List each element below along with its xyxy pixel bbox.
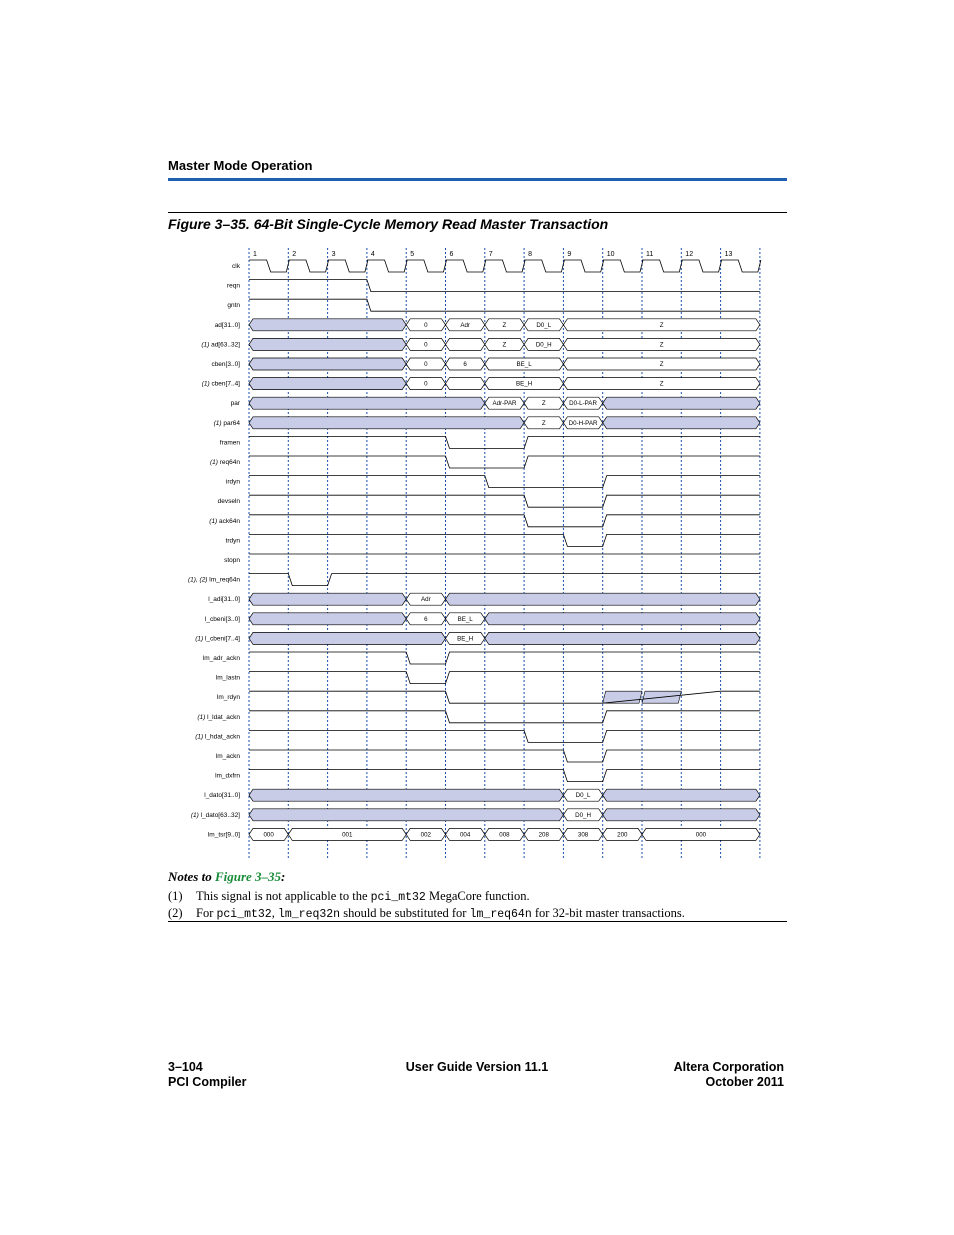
clock-waveform	[249, 260, 761, 272]
bus-value-label: 008	[499, 831, 510, 839]
cycle-number-label: 4	[370, 251, 375, 258]
signal-label: (1) par64	[213, 419, 240, 427]
bus-segment	[603, 809, 760, 821]
bus-value-label: BE_L	[457, 615, 473, 623]
bus-value-label: Z	[541, 400, 546, 408]
signal-label: l_cbeni[3..0]	[204, 615, 240, 623]
bus-value-label: D0-L-PAR	[569, 400, 597, 408]
signal-waveform	[249, 750, 760, 762]
signal-waveform	[249, 534, 760, 546]
bus-value-label: D0_L	[575, 792, 591, 800]
signal-label: reqn	[226, 282, 240, 290]
signal-label: trdyn	[225, 537, 240, 545]
signal-label: l_dato[31..0]	[204, 792, 240, 800]
cycle-number-label: 13	[724, 251, 733, 258]
signal-label: (1), (2) lm_req64n	[187, 576, 240, 584]
footer-center	[0, 1060, 954, 1075]
figure-ref-link[interactable]: Figure 3–35	[214, 869, 282, 884]
signal-waveform	[249, 515, 760, 527]
bus-value-label: Z	[659, 341, 664, 349]
publish-date: October 2011	[705, 1075, 784, 1089]
figure-title: 64-Bit Single-Cycle Memory Read Master Transaction	[253, 216, 609, 232]
signal-label: (1) l_cbeni[7..4]	[195, 635, 240, 643]
signal-label: lm_ackn	[215, 753, 240, 760]
bus-segment	[249, 593, 406, 605]
bus-segment	[485, 632, 760, 644]
signal-waveform	[249, 730, 760, 742]
signal-label: lm_lastn	[215, 674, 240, 682]
cycle-number-label: 1	[253, 251, 257, 258]
cycle-number-label: 2	[292, 251, 297, 258]
company-name: Altera Corporation	[673, 1060, 784, 1074]
signal-label: irdyn	[225, 478, 240, 486]
signal-label: stopn	[224, 557, 240, 564]
bus-segment	[249, 319, 406, 331]
bus-segment	[249, 338, 406, 350]
signal-waveform	[249, 574, 760, 586]
bus-value-label: Z	[502, 321, 507, 329]
bus-value-label: BE_H	[516, 380, 533, 388]
signal-label: l_adi[31..0]	[208, 596, 240, 604]
signal-label: clk	[232, 263, 240, 270]
bus-segment	[249, 358, 406, 370]
signal-waveform	[249, 691, 760, 703]
signal-label: (1) l_ldat_ackn	[197, 713, 240, 721]
bus-segment	[249, 809, 563, 821]
bus-value-label: 0	[424, 361, 428, 368]
footer-right	[674, 1060, 784, 1090]
cycle-number-label: 5	[410, 251, 415, 258]
signal-label: devseln	[217, 498, 240, 506]
bus-value-label: BE_H	[457, 635, 474, 643]
signal-label: (1) l_dato[63..32]	[190, 811, 240, 819]
signal-waveform	[249, 436, 760, 448]
bus-segment	[485, 613, 760, 625]
bus-value-label: 000	[263, 831, 274, 839]
bus-value-label: D0_H	[535, 341, 552, 349]
signal-waveform	[249, 652, 760, 664]
bus-value-label: Z	[502, 341, 507, 349]
cycle-number-label: 11	[646, 251, 654, 258]
bus-value-label: Z	[659, 321, 664, 329]
signal-label: ad[31..0]	[214, 321, 240, 329]
signal-label: cben[3..0]	[211, 361, 240, 368]
signal-label: (1) ack64n	[209, 517, 240, 525]
bus-value-label: D0-H-PAR	[568, 419, 598, 427]
bus-value-label: 002	[420, 831, 432, 839]
bus-segment	[249, 632, 446, 644]
guide-version: User Guide Version 11.1	[405, 1060, 549, 1074]
signal-waveform	[249, 456, 760, 468]
bus-value-label: 308	[577, 831, 589, 839]
signal-label: (1) req64n	[210, 459, 240, 466]
bus-value-label: 208	[538, 831, 549, 839]
page-number: 3–104	[168, 1060, 203, 1074]
note-1: (1) This signal is not applicable to the pci_mt32 MegaCore function.	[168, 889, 530, 904]
signal-label: lm_rdyn	[216, 694, 240, 702]
bus-segment	[249, 397, 485, 409]
cycle-number-label: 6	[449, 251, 454, 258]
bus-value-label: 0	[424, 380, 428, 388]
signal-label: gntn	[227, 302, 240, 310]
bus-segment	[446, 378, 485, 390]
bus-segment	[446, 338, 485, 350]
note-2: (2) For pci_mt32, lm_req32n should be substituted for lm_req64n for 32-bit master transactions.	[168, 906, 685, 921]
figure-label: Figure 3–35.	[168, 216, 250, 232]
bus-segment	[249, 417, 524, 429]
signal-label: lm_tsr[9..0]	[207, 831, 240, 839]
signal-label: (1) l_hdat_ackn	[195, 733, 240, 741]
signal-waveform	[249, 299, 760, 311]
bus-value-label: 004	[459, 831, 471, 839]
figure-notes	[168, 869, 787, 923]
bus-segment	[249, 789, 563, 801]
bus-segment	[446, 593, 760, 605]
cycle-number-label: 9	[567, 251, 572, 258]
bus-value-label: D0_L	[536, 321, 552, 329]
bus-value-label: 6	[463, 361, 467, 368]
signal-label: lm_adr_ackn	[202, 655, 240, 662]
bus-value-label: 0	[424, 321, 428, 329]
bus-value-label: D0_H	[575, 811, 591, 819]
bus-value-label: Adr	[460, 321, 470, 329]
signal-label: framen	[219, 439, 240, 447]
product-name: PCI Compiler	[168, 1075, 247, 1089]
bus-value-label: 200	[617, 831, 628, 839]
cycle-number-label: 8	[528, 251, 533, 258]
bus-value-label: Adr	[421, 596, 431, 604]
bus-segment	[603, 789, 760, 801]
signal-waveform	[249, 476, 760, 488]
signal-waveform	[249, 495, 760, 507]
bus-value-label: 000	[695, 831, 707, 839]
bus-value-label: Z	[659, 361, 664, 368]
bus-segment	[603, 397, 760, 409]
bus-value-label: Z	[541, 419, 546, 427]
signal-waveform	[249, 711, 760, 723]
bus-value-label: Adr-PAR	[492, 400, 517, 408]
bus-segment	[249, 613, 406, 625]
signal-label: lm_dxfrn	[215, 772, 240, 780]
cycle-number-label: 7	[488, 251, 493, 258]
bus-value-label: 001	[342, 831, 353, 839]
signal-waveform	[249, 770, 760, 782]
bus-value-label: BE_L	[516, 361, 532, 368]
signal-label: par	[230, 400, 240, 408]
bus-segment	[603, 417, 760, 429]
bus-value-label: 6	[424, 615, 428, 623]
bus-value-label: Z	[659, 380, 664, 388]
section-header: Master Mode Operation	[168, 158, 313, 173]
figure-bottom-rule	[168, 921, 787, 922]
signal-waveform	[249, 280, 760, 292]
notes-title: Notes to Figure 3–35:	[168, 869, 286, 884]
cycle-number-label: 3	[331, 251, 336, 258]
bus-segment	[249, 378, 406, 390]
cycle-number-label: 10	[606, 251, 615, 258]
cycle-number-label: 12	[685, 251, 694, 258]
signal-label: (1) cben[7..4]	[201, 380, 240, 388]
signal-waveform	[249, 672, 760, 684]
bus-value-label: 0	[424, 341, 428, 349]
signal-label: (1) ad[63..32]	[201, 341, 240, 349]
